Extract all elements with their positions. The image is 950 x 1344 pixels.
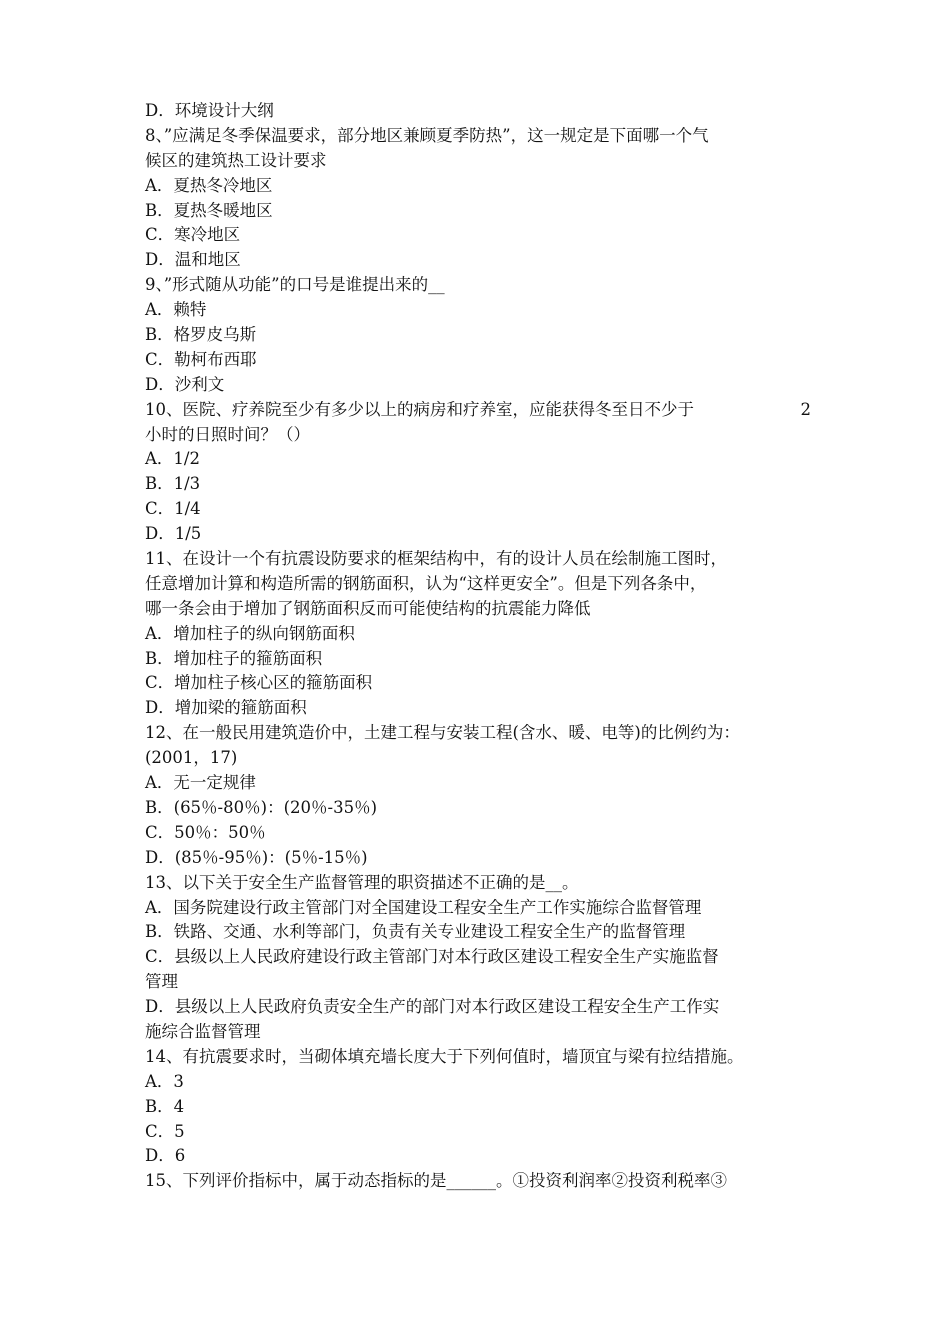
option-c: C．增加柱子核心区的箍筋面积 — [145, 673, 373, 693]
question-8: 8、”应满足冬季保温要求，部分地区兼顾夏季防热”，这一规定是下面哪一个气 — [145, 125, 709, 145]
option-a: A．增加柱子的纵向钢筋面积 — [145, 623, 355, 643]
option-a: A．1/2 — [145, 449, 200, 469]
option-d: D．1/5 — [145, 524, 202, 544]
question-11: 11、在设计一个有抗震设防要求的框架结构中，有的设计人员在绘制施工图时， — [145, 549, 727, 569]
option-c: C．50％：50％ — [145, 822, 266, 842]
question-10-cont: 小时的日照时间？（） — [145, 424, 310, 444]
option-b: B．1/3 — [145, 474, 201, 494]
option-b: B．夏热冬暖地区 — [145, 200, 273, 220]
option-d: D．(85％-95％)：(5％-15％) — [145, 847, 368, 867]
option-d: D．沙利文 — [145, 374, 225, 394]
option-b: B．(65％-80％)：(20％-35％) — [145, 797, 378, 817]
option-c-cont: 管理 — [145, 972, 178, 992]
question-10-text: 10、医院、疗养院至少有多少以上的病房和疗养室，应能获得冬至日不少于 — [145, 399, 694, 419]
question-11-cont: 任意增加计算和构造所需的钢筋面积，认为“这样更安全”。但是下列各条中， — [145, 573, 707, 593]
question-15: 15、下列评价指标中，属于动态指标的是______。①投资利润率②投资利税率③ — [145, 1171, 727, 1191]
option-a: A．夏热冬冷地区 — [145, 175, 273, 195]
question-10-number: 2 — [800, 399, 811, 419]
option-d: D．增加梁的箍筋面积 — [145, 698, 307, 718]
option-a: A．赖特 — [145, 300, 207, 320]
question-8-cont: 候区的建筑热工设计要求 — [145, 150, 327, 170]
option-c: C．县级以上人民政府建设行政主管部门对本行政区建设工程安全生产实施监督 — [145, 947, 719, 967]
option-c: C．1/4 — [145, 499, 201, 519]
option-d: D．环境设计大纲 — [145, 101, 274, 120]
option-b: B．铁路、交通、水利等部门，负责有关专业建设工程安全生产的监督管理 — [145, 922, 686, 942]
option-d: D．6 — [145, 1146, 186, 1166]
question-11-cont: 哪一条会由于增加了钢筋面积反而可能使结构的抗震能力降低 — [145, 598, 591, 618]
document-page — [145, 99, 811, 1194]
option-c: C．寒冷地区 — [145, 225, 241, 245]
option-b: B．增加柱子的箍筋面积 — [145, 648, 323, 668]
option-d: D．县级以上人民政府负责安全生产的部门对本行政区建设工程安全生产工作实 — [145, 997, 720, 1017]
option-a: A．3 — [145, 1071, 184, 1091]
question-14: 14、有抗震要求时，当砌体填充墙长度大于下列何值时，墙顶宜与梁有拉结措施。 — [145, 1046, 744, 1066]
option-a: A．国务院建设行政主管部门对全国建设工程安全生产工作实施综合监督管理 — [145, 897, 702, 917]
option-d: D．温和地区 — [145, 250, 241, 270]
option-d-cont: 施综合监督管理 — [145, 1021, 261, 1041]
option-c: C．勒柯布西耶 — [145, 349, 257, 369]
option-b: B．4 — [145, 1096, 185, 1116]
question-13: 13、以下关于安全生产监督管理的职资描述不正确的是__。 — [145, 872, 579, 892]
question-9: 9、”形式随从功能”的口号是谁提出来的__ — [145, 275, 445, 295]
option-c: C．5 — [145, 1121, 185, 1141]
option-b: B．格罗皮乌斯 — [145, 325, 257, 345]
question-12: 12、在一般民用建筑造价中，土建工程与安装工程(含水、暖、电等)的比例约为： — [145, 723, 740, 743]
question-12-cont: (2001，17) — [145, 748, 238, 768]
question-10 — [145, 398, 811, 423]
option-a: A．无一定规律 — [145, 773, 256, 793]
